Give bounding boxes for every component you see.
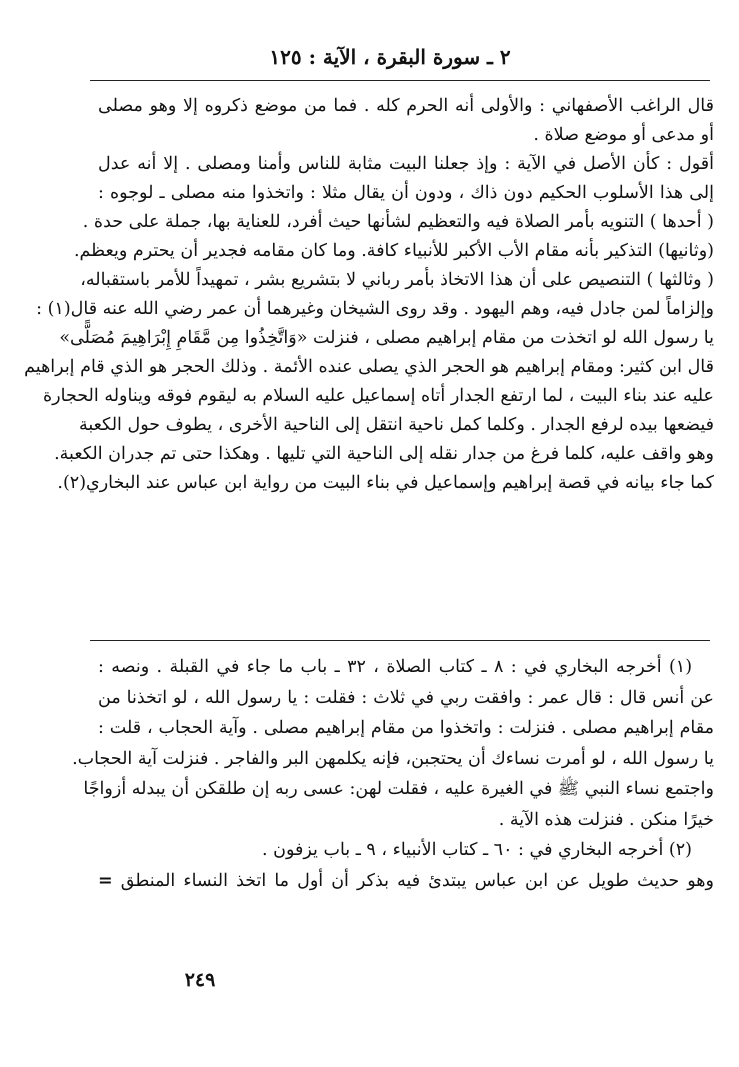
text-line: قال ابن كثير: ومقام إبراهيم هو الحجر الذي يصلى عنده الأئمة . وذلك الحجر هو الذي قام إبراهيم xyxy=(24,357,714,377)
footnote-line xyxy=(98,866,714,897)
continuation-mark: = xyxy=(98,870,113,891)
text-line: (وثانيها) التذكير بأنه مقام الأب الأكبر للأنبياء كافة. وما كان مقامه فجدير أن يحترم ويعظم. xyxy=(73,241,714,261)
footnote-line: مقام إبراهيم مصلى . فنزلت : واتخذوا من مقام إبراهيم مصلى . وآية الحجاب ، قلت : xyxy=(98,718,714,738)
footnote-line: واجتمع نساء النبي ﷺ في الغيرة عليه ، فقلت لهن: عسى ربه إن طلقكن أن يبدله أزواجًا xyxy=(83,779,714,799)
text-line: يا رسول الله لو اتخذت من مقام إبراهيم مصلى ، فنزلت «وَاتَّخِذُوا مِن مَّقَامِ إِبْرَاهِيمَ مُصَلًّى» xyxy=(59,328,714,348)
page-number: ٢٤٩ xyxy=(184,969,216,991)
footnote-rule xyxy=(90,640,710,641)
footnote-line: (١) أخرجه البخاري في : ٨ ـ كتاب الصلاة ، ٣٢ ـ باب ما جاء في القبلة . ونصه : xyxy=(98,657,693,677)
running-header: ٢ ـ سورة البقرة ، الآية : ١٢٥ xyxy=(269,45,511,69)
footnote-line: عن أنس قال : قال عمر : وافقت ربي في ثلاث : فقلت : يا رسول الله ، لو اتخذنا من xyxy=(98,687,714,708)
main-text xyxy=(24,92,714,498)
text-line: أقول : كأن الأصل في الآية : وإذ جعلنا البيت مثابة للناس وأمنا ومصلى . إلا أنه عدل xyxy=(98,154,714,174)
footnotes xyxy=(72,652,714,896)
text-line: قال الراغب الأصفهاني : والأولى أنه الحرم كله . فما من موضع ذكروه إلا وهو مصلى xyxy=(98,96,714,116)
text-line: عليه عند بناء البيت ، لما ارتفع الجدار أتاه إسماعيل عليه السلام به ليقوم فوقه ويناوله الحجارة xyxy=(43,386,714,406)
text-line: كما جاء بيانه في قصة إبراهيم وإسماعيل في بناء البيت من رواية ابن عباس عند البخاري(٢). xyxy=(57,473,714,493)
text-line: أو مدعى أو موضع صلاة . xyxy=(533,125,714,145)
footnote-line: يا رسول الله ، لو أمرت نساءك أن يحتجبن، فإنه يكلمهن البر والفاجر . فنزلت آية الحجاب. xyxy=(72,748,714,769)
header-rule xyxy=(90,80,710,81)
text-line: وهو واقف عليه، كلما فرغ من جدار نقله إلى الناحية التي تليها . وهكذا حتى تم جدران الكعبة. xyxy=(54,444,714,464)
text-line: وإلزاماً لمن جادل فيه، وهم اليهود . وقد روى الشيخان وغيرهما أن عمر رضي الله عنه قال(١) : xyxy=(36,299,714,319)
text-line: ( أحدها ) التنويه بأمر الصلاة فيه والتعظيم لشأنها حيث أفرد، للعناية بها، جملة على حدة . xyxy=(82,212,714,232)
text-line: إلى هذا الأسلوب الحكيم دون ذاك ، ودون أن يقال مثلا : واتخذوا منه مصلى ـ لوجوه : xyxy=(98,183,714,203)
footnote-line: خيرًا منكن . فنزلت هذه الآية . xyxy=(498,809,714,830)
footnote-text: وهو حديث طويل عن ابن عباس يبتدئ فيه بذكر أن أول ما اتخذ النساء المنطق xyxy=(120,870,714,891)
text-line: فيضعها بيده لرفع الجدار . وكلما كمل ناحية انتقل إلى الناحية الأخرى ، يطوف حول الكعبة xyxy=(78,415,714,435)
footnote-line: (٢) أخرجه البخاري في : ٦٠ ـ كتاب الأنبياء ، ٩ ـ باب يزفون . xyxy=(262,840,692,860)
text-line: ( وثالثها ) التنصيص على أن هذا الاتخاذ بأمر رباني لا بتشريع بشر ، تمهيداً للأمر باستقباله، xyxy=(80,270,714,290)
